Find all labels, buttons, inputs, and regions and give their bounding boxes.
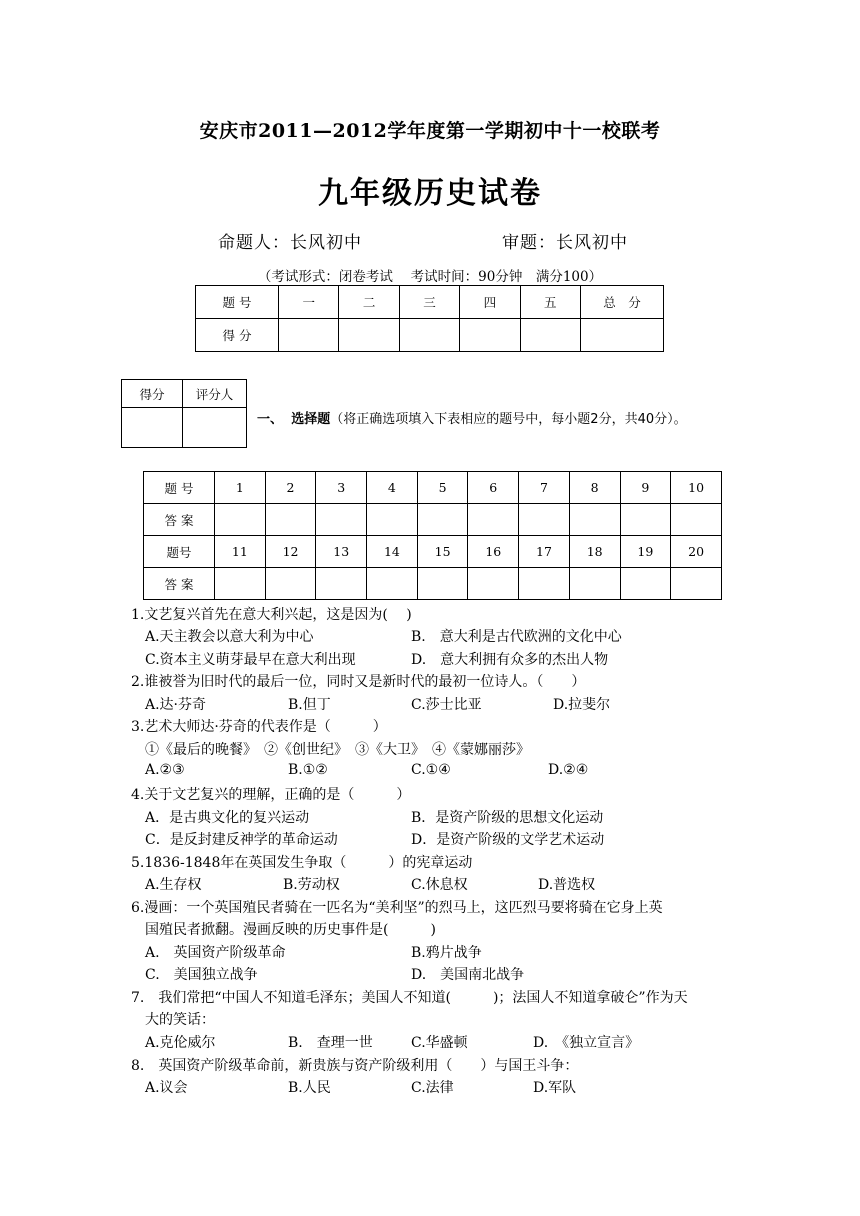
reviewer-label: 审题：长风初中 bbox=[502, 233, 628, 253]
grader-table bbox=[121, 379, 247, 448]
score-cell[interactable] bbox=[581, 319, 664, 352]
question-1: 1.文艺复兴首先在意大利兴起，这是因为( ) bbox=[131, 607, 412, 623]
q1-option-a: A.天主教会以意大利为中心 bbox=[145, 629, 314, 645]
q4-option-d: D．是资产阶级的文学艺术运动 bbox=[411, 832, 605, 848]
q8-option-a: A.议会 bbox=[145, 1080, 188, 1096]
question-6-cont: 国殖民者掀翻。漫画反映的历史事件是( ) bbox=[145, 922, 436, 938]
section-heading bbox=[257, 408, 687, 427]
score-header-label: 题 号 bbox=[196, 286, 279, 319]
answer-cell[interactable] bbox=[569, 568, 620, 600]
answer-label: 答 案 bbox=[144, 568, 215, 600]
answer-question-number: 5 bbox=[417, 472, 468, 504]
score-header-4: 四 bbox=[460, 286, 520, 319]
answer-cell[interactable] bbox=[620, 568, 671, 600]
section-note: （将正确选项填入下表相应的题号中，每小题2分，共40分）。 bbox=[330, 412, 687, 427]
q1-option-b: B. 意大利是古代欧洲的文化中心 bbox=[411, 629, 622, 645]
answer-question-number: 6 bbox=[468, 472, 519, 504]
subject-title: 九年级历史试卷 bbox=[318, 176, 542, 211]
q5-option-d: D.普选权 bbox=[538, 877, 596, 893]
answer-question-number: 2 bbox=[265, 472, 316, 504]
question-3: 3.艺术大师达·芬奇的代表作是（ ） bbox=[131, 719, 387, 735]
score-header-total: 总 分 bbox=[581, 286, 664, 319]
q1-option-d: D. 意大利拥有众多的杰出人物 bbox=[411, 652, 609, 668]
answer-question-number: 7 bbox=[519, 472, 570, 504]
q3-option-d: D.②④ bbox=[548, 762, 589, 778]
q3-items: ①《最后的晚餐》 ②《创世纪》 ③《大卫》 ④《蒙娜丽莎》 bbox=[145, 742, 530, 758]
answer-cell[interactable] bbox=[367, 568, 418, 600]
answer-label: 答 案 bbox=[144, 504, 215, 536]
answer-cell[interactable] bbox=[265, 504, 316, 536]
answer-cell[interactable] bbox=[367, 504, 418, 536]
answer-cell[interactable] bbox=[671, 504, 722, 536]
q2-option-a: A.达·芬奇 bbox=[145, 697, 207, 713]
answer-question-number: 12 bbox=[265, 536, 316, 568]
grader-score-cell[interactable] bbox=[122, 408, 183, 448]
q1-option-c: C.资本主义萌芽最早在意大利出现 bbox=[145, 652, 356, 668]
q2-option-d: D.拉斐尔 bbox=[553, 697, 611, 713]
q8-option-b: B.人民 bbox=[288, 1080, 331, 1096]
score-cell[interactable] bbox=[279, 319, 339, 352]
score-header-1: 一 bbox=[279, 286, 339, 319]
q7-option-a: A.克伦威尔 bbox=[145, 1035, 216, 1051]
q7-option-d: D. 《独立宣言》 bbox=[533, 1035, 640, 1051]
q4-option-c: C．是反封建反神学的革命运动 bbox=[145, 832, 338, 848]
answer-cell[interactable] bbox=[468, 568, 519, 600]
answer-question-number: 18 bbox=[569, 536, 620, 568]
answer-question-number: 17 bbox=[519, 536, 570, 568]
score-cell[interactable] bbox=[460, 319, 520, 352]
score-cell[interactable] bbox=[520, 319, 580, 352]
q4-option-b: B．是资产阶级的思想文化运动 bbox=[411, 810, 604, 826]
question-4: 4.关于文艺复兴的理解，正确的是（ ） bbox=[131, 787, 411, 803]
exam-title: 安庆市2011—2012学年度第一学期初中十一校联考 bbox=[199, 120, 661, 142]
q8-option-c: C.法律 bbox=[411, 1080, 454, 1096]
answer-cell[interactable] bbox=[519, 504, 570, 536]
q6-option-a: A. 英国资产阶级革命 bbox=[145, 945, 286, 961]
question-6: 6.漫画：一个英国殖民者骑在一匹名为“美利坚”的烈马上，这匹烈马要将骑在它身上英 bbox=[131, 900, 663, 916]
grader-score-label: 得分 bbox=[122, 380, 183, 408]
score-cell[interactable] bbox=[339, 319, 399, 352]
q2-option-c: C.莎士比亚 bbox=[411, 697, 482, 713]
answer-question-number: 4 bbox=[367, 472, 418, 504]
question-2: 2.谁被誉为旧时代的最后一位，同时又是新时代的最初一位诗人。（ ） bbox=[131, 674, 586, 690]
answer-question-number: 14 bbox=[367, 536, 418, 568]
setter-label: 命题人：长风初中 bbox=[218, 233, 362, 253]
q7-option-c: C.华盛顿 bbox=[411, 1035, 468, 1051]
exam-info: （考试形式：闭卷考试 考试时间：90分钟 满分100） bbox=[257, 269, 603, 285]
answer-question-number: 11 bbox=[215, 536, 266, 568]
answer-question-number: 13 bbox=[316, 536, 367, 568]
q6-option-b: B.鸦片战争 bbox=[411, 945, 482, 961]
score-header-2: 二 bbox=[339, 286, 399, 319]
answer-no-label: 题号 bbox=[144, 536, 215, 568]
question-8: 8. 英国资产阶级革命前，新贵族与资产阶级利用（ ）与国王斗争： bbox=[131, 1058, 579, 1074]
score-header-5: 五 bbox=[520, 286, 580, 319]
answer-cell[interactable] bbox=[215, 504, 266, 536]
q8-option-d: D.军队 bbox=[533, 1080, 577, 1096]
answer-cell[interactable] bbox=[569, 504, 620, 536]
answer-cell[interactable] bbox=[519, 568, 570, 600]
answer-cell[interactable] bbox=[316, 504, 367, 536]
q6-option-d: D. 美国南北战争 bbox=[411, 967, 525, 983]
answer-question-number: 3 bbox=[316, 472, 367, 504]
grader-name-cell[interactable] bbox=[183, 408, 247, 448]
answer-question-number: 15 bbox=[417, 536, 468, 568]
answer-cell[interactable] bbox=[468, 504, 519, 536]
answer-cell[interactable] bbox=[417, 504, 468, 536]
q6-option-c: C. 美国独立战争 bbox=[145, 967, 258, 983]
answer-cell[interactable] bbox=[671, 568, 722, 600]
question-7-cont: 大的笑话： bbox=[145, 1012, 215, 1028]
answer-question-number: 10 bbox=[671, 472, 722, 504]
q3-option-b: B.①② bbox=[288, 762, 328, 778]
section-title: 选择题 bbox=[291, 412, 331, 427]
section-number: 一、 bbox=[257, 412, 284, 427]
question-7: 7. 我们常把“中国人不知道毛泽东；美国人不知道( )；法国人不知道拿破仑”作为天 bbox=[131, 990, 688, 1006]
q2-option-b: B.但丁 bbox=[288, 697, 331, 713]
answer-question-number: 9 bbox=[620, 472, 671, 504]
q4-option-a: A．是古典文化的复兴运动 bbox=[145, 810, 310, 826]
score-cell[interactable] bbox=[399, 319, 459, 352]
q5-option-c: C.休息权 bbox=[411, 877, 468, 893]
answer-cell[interactable] bbox=[620, 504, 671, 536]
answer-cell[interactable] bbox=[417, 568, 468, 600]
question-5: 5.1836-1848年在英国发生争取（ ）的宪章运动 bbox=[131, 855, 473, 871]
answer-cell[interactable] bbox=[316, 568, 367, 600]
q3-option-c: C.①④ bbox=[411, 762, 451, 778]
q3-option-a: A.②③ bbox=[145, 762, 185, 778]
q5-option-a: A.生存权 bbox=[145, 877, 202, 893]
score-table bbox=[195, 285, 664, 352]
answer-cell[interactable] bbox=[215, 568, 266, 600]
answer-question-number: 20 bbox=[671, 536, 722, 568]
answer-question-number: 19 bbox=[620, 536, 671, 568]
answer-question-number: 1 bbox=[215, 472, 266, 504]
score-header-3: 三 bbox=[399, 286, 459, 319]
answer-table bbox=[143, 471, 722, 600]
q7-option-b: B. 查理一世 bbox=[288, 1035, 373, 1051]
answer-question-number: 16 bbox=[468, 536, 519, 568]
q5-option-b: B.劳动权 bbox=[283, 877, 340, 893]
answer-no-label: 题 号 bbox=[144, 472, 215, 504]
score-row-label: 得 分 bbox=[196, 319, 279, 352]
grader-name-label: 评分人 bbox=[183, 380, 247, 408]
answer-cell[interactable] bbox=[265, 568, 316, 600]
answer-question-number: 8 bbox=[569, 472, 620, 504]
